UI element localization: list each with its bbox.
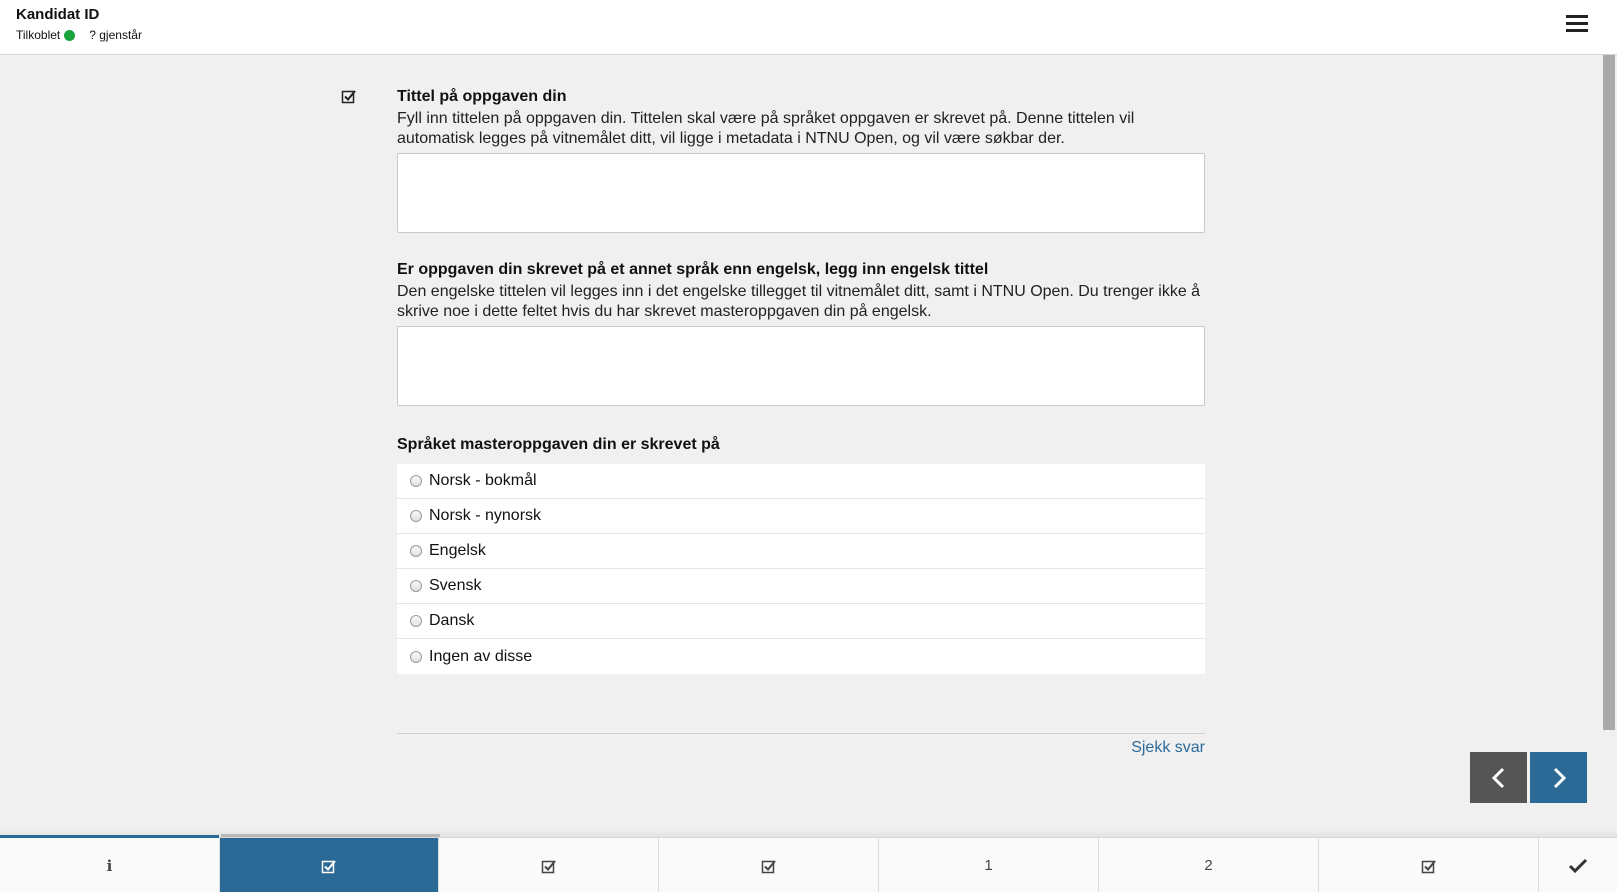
chevron-right-icon xyxy=(1549,766,1569,790)
question-title: Språket masteroppgaven din er skrevet på xyxy=(397,436,720,453)
question-description: Den engelske tittelen vil legges inn i det engelske tillegget til vitnemålet ditt, samt i NTNU Open. Du trenger ikke å skrive noe i dette feltet hvis du har skrevet masteroppgaven din på engelsk. xyxy=(397,283,1201,320)
option-label: Ingen av disse xyxy=(429,647,533,665)
nav-tab-number: 2 xyxy=(1204,857,1213,874)
language-options xyxy=(397,464,1205,674)
radio-button[interactable] xyxy=(410,580,422,592)
next-button[interactable] xyxy=(1530,752,1587,803)
nav-tab-task-5[interactable] xyxy=(1099,838,1319,892)
hamburger-menu-icon[interactable] xyxy=(1566,15,1588,33)
connection-status-text: Tilkoblet xyxy=(16,28,61,42)
scrollbar-thumb[interactable] xyxy=(1603,55,1615,730)
divider xyxy=(397,733,1205,734)
info-icon: i xyxy=(106,856,113,875)
nav-tab-task-4[interactable] xyxy=(879,838,1099,892)
bottom-navigation xyxy=(0,837,1617,892)
previous-button[interactable] xyxy=(1470,752,1527,803)
connection-status xyxy=(16,28,142,42)
radio-button[interactable] xyxy=(410,615,422,627)
candidate-id-label: Kandidat ID xyxy=(16,6,100,23)
nav-tab-task-6[interactable] xyxy=(1319,838,1539,892)
language-option-ingen[interactable] xyxy=(397,639,1205,674)
nav-tab-submit[interactable] xyxy=(1539,838,1617,892)
check-answer-link[interactable]: Sjekk svar xyxy=(1131,739,1205,756)
scrollbar[interactable] xyxy=(1600,55,1617,837)
english-title-question xyxy=(397,259,1205,406)
nav-tab-task-1[interactable] xyxy=(220,838,439,892)
question-title: Er oppgaven din skrevet på et annet språk enn engelsk, legg inn engelsk tittel xyxy=(397,261,989,278)
nav-tab-task-2[interactable] xyxy=(439,838,659,892)
english-title-input[interactable] xyxy=(397,326,1205,406)
language-option-norsk-nynorsk[interactable] xyxy=(397,499,1205,534)
radio-button[interactable] xyxy=(410,651,422,663)
top-bar xyxy=(0,0,1617,55)
radio-button[interactable] xyxy=(410,510,422,522)
checkmark-icon xyxy=(1568,858,1588,874)
title-question xyxy=(397,86,1205,233)
language-question xyxy=(397,434,1205,674)
language-option-svensk[interactable] xyxy=(397,569,1205,604)
radio-button[interactable] xyxy=(410,545,422,557)
checkbox-icon xyxy=(541,858,557,874)
remaining-time: ? gjenstår xyxy=(89,28,142,42)
checkbox-icon xyxy=(321,858,337,874)
language-option-dansk[interactable] xyxy=(397,604,1205,639)
nav-tab-number: 1 xyxy=(984,857,993,874)
title-input[interactable] xyxy=(397,153,1205,233)
option-label: Svensk xyxy=(429,577,482,594)
checkbox-icon xyxy=(1421,858,1437,874)
question-description: Fyll inn tittelen på oppgaven din. Tittelen skal være på språket oppgaven er skrevet på. Denne tittelen vil automatisk legges på vitnemålet ditt, vil ligge i metadata i NTNU Open, og vil være søkbar der. xyxy=(397,110,1135,147)
task-content xyxy=(397,86,1205,674)
nav-tab-task-3[interactable] xyxy=(659,838,879,892)
option-label: Norsk - bokmål xyxy=(429,472,537,489)
question-title: Tittel på oppgaven din xyxy=(397,88,567,105)
nav-tab-info[interactable] xyxy=(0,838,220,892)
checkbox-icon xyxy=(761,858,777,874)
option-label: Norsk - nynorsk xyxy=(429,507,542,524)
option-label: Dansk xyxy=(429,612,475,629)
radio-button[interactable] xyxy=(410,475,422,487)
language-option-engelsk[interactable] xyxy=(397,534,1205,569)
connected-indicator-icon xyxy=(64,30,75,41)
chevron-left-icon xyxy=(1489,766,1509,790)
language-option-norsk-bokmal[interactable] xyxy=(397,464,1205,499)
option-label: Engelsk xyxy=(429,542,486,559)
task-checkbox-icon xyxy=(341,88,357,104)
